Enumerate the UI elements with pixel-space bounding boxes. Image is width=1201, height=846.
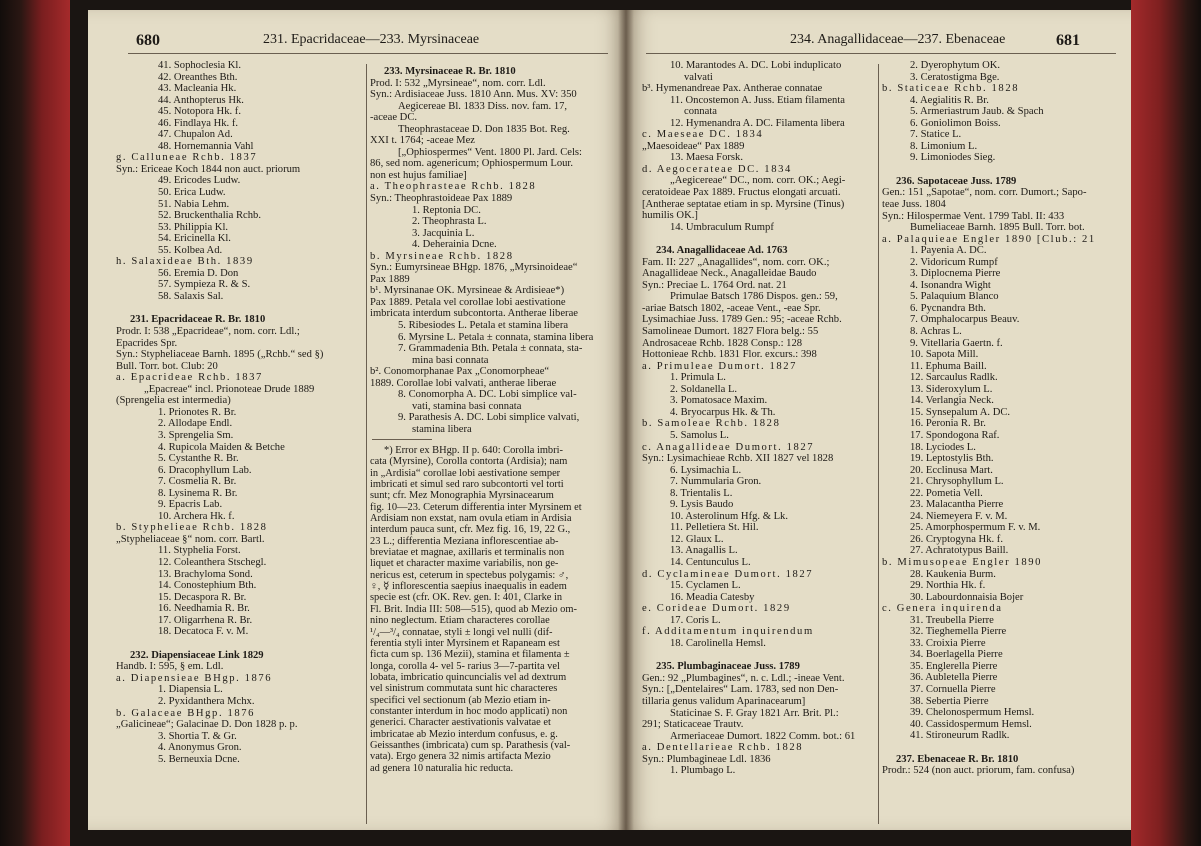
text-line: 11. Oncostemon A. Juss. Etiam filamenta — [670, 94, 845, 106]
text-line: Bull. Torr. bot. Club: 20 — [116, 360, 218, 372]
text-line: 10. Marantodes A. DC. Lobi induplicato — [670, 60, 842, 71]
text-line: 9. Limoniodes Sieg. — [910, 152, 996, 164]
text-line: 6. Pycnandra Bth. — [910, 302, 986, 314]
text-line: 28. Kaukenia Burm. — [910, 568, 996, 580]
text-line: stamina libera — [412, 423, 472, 435]
text-line: b³. Hymenandreae Pax. Antherae connatae — [642, 83, 823, 95]
text-line: d. Aegocerateae DC. 1834 — [642, 163, 792, 175]
text-line: 9. Lysis Baudo — [670, 499, 734, 511]
text-line: 2. Allodape Endl. — [158, 418, 233, 430]
text-line — [116, 638, 364, 644]
text-line: Samolineae Dumort. 1827 Flora belg.: 55 — [642, 326, 819, 338]
text-line: 49. Ericodes Ludw. — [158, 175, 241, 187]
text-line: 10. Archera Hk. f. — [158, 510, 235, 522]
text-line: constanter interdum in hoc modo applicati) non — [370, 705, 568, 717]
text-line: a. Dentellarieae Rchb. 1828 — [642, 742, 804, 754]
text-line: 5. Berneuxia Dcne. — [158, 753, 240, 765]
text-line: 26. Cryptogyna Hk. f. — [910, 533, 1003, 545]
text-line: 54. Ericinella Kl. — [158, 233, 231, 245]
text-line: b. Samoleae Rchb. 1828 — [642, 418, 781, 430]
text-line: 233. Myrsinaceae R. Br. 1810 — [384, 66, 516, 77]
text-line: 32. Tieghemella Pierre — [910, 626, 1007, 638]
text-line: 37. Cornuella Pierre — [910, 683, 996, 695]
text-line: 2. Dyerophytum OK. — [910, 60, 1001, 71]
text-line: 2. Pyxidanthera Mchx. — [158, 695, 255, 707]
text-line: 7. Cosmelia R. Br. — [158, 476, 237, 488]
text-line: 1889. Corollae lobi valvati, antherae liberae — [370, 377, 557, 389]
text-line: 1. Prionotes R. Br. — [158, 406, 237, 418]
text-line: Bumeliaceae Barnh. 1895 Bull. Torr. bot. — [910, 222, 1085, 234]
text-line: 22. Pometia Vell. — [910, 487, 983, 499]
right-column-1 — [642, 60, 878, 777]
text-line: a. Primuleae Dumort. 1827 — [642, 360, 798, 372]
text-line: 7. Nummularia Gron. — [670, 476, 762, 488]
text-line: 6. Lysimachia L. — [670, 464, 742, 476]
text-line: specie est (cfr. OK. Rev. gen. I: 401, Clarke in — [370, 592, 563, 604]
text-line: 12. Glaux L. — [670, 533, 724, 545]
text-line: 39. Chelonospermum Hemsl. — [910, 707, 1035, 719]
text-line: vel sinistrum commutata sunt hic characteres — [370, 683, 558, 695]
text-line: a. Epacrideae Rchb. 1837 — [116, 372, 263, 384]
text-line: Anagallideae Neck., Anagalleidae Baudo — [642, 268, 817, 280]
text-line: Syn.: Preciae L. 1764 Ord. nat. 21 — [642, 279, 787, 291]
text-line: 13. Anagallis L. — [670, 545, 738, 557]
text-line: 13. Maesa Forsk. — [670, 152, 743, 164]
text-line: ♀, ☿ inflorescentia saepius inaequalis in eadem — [370, 581, 567, 593]
text-line: 16. Peronia R. Br. — [910, 418, 986, 430]
text-line: 41. Sophoclesia Kl. — [158, 60, 241, 71]
text-line: b. Galaceae BHgp. 1876 — [116, 707, 256, 719]
text-line: 7. Statice L. — [910, 129, 962, 141]
text-line: 17. Coris L. — [670, 614, 721, 626]
text-line: Syn.: Lysimachieae Rchb. XII 1827 vel 1828 — [642, 453, 834, 465]
text-line: 21. Chrysophyllum L. — [910, 476, 1004, 488]
text-line: teae Juss. 1804 — [882, 199, 946, 211]
text-line: 4. Isonandra Wight — [910, 279, 991, 291]
text-line: connata — [684, 106, 717, 118]
text-line: specifici vel sectionum (ab Mezio etiam in- — [370, 694, 551, 706]
text-line: Fl. Brit. India III: 508—515), quod ab Mezio om- — [370, 603, 577, 615]
text-line: 36. Aubletella Pierre — [910, 672, 998, 684]
book-gutter — [618, 10, 634, 830]
text-line: 6. Myrsine L. Petala ± connata, stamina libera — [398, 331, 594, 343]
text-line: 4. Rupicola Maiden & Betche — [158, 441, 285, 453]
text-line: b². Conomorphanae Pax „Conomorpheae“ — [370, 366, 550, 378]
text-line: 2. Vidoricum Rumpf — [910, 256, 998, 268]
footnote-rule — [372, 439, 432, 440]
text-line: non est hujus familiae] — [370, 169, 467, 181]
text-line: b. Staticeae Rchb. 1828 — [882, 83, 1020, 95]
text-line: 237. Ebenaceae R. Br. 1810 — [896, 753, 1019, 765]
text-line: 7. Grammadenia Bth. Petala ± connata, sta- — [398, 343, 583, 355]
text-line: g. Calluneae Rchb. 1837 — [116, 152, 258, 164]
text-line: vati, stamina basi connata — [412, 400, 522, 412]
text-line: Syn.: Ericeae Koch 1844 non auct. priorum — [116, 163, 301, 175]
text-line: 55. Kolbea Ad. — [158, 244, 223, 256]
text-line: 8. Trientalis L. — [670, 487, 733, 499]
text-line: Syn.: Hilospermae Vent. 1799 Tabl. II: 433 — [882, 210, 1065, 222]
text-line: e. Corideae Dumort. 1829 — [642, 603, 791, 615]
text-line: 14. Conostephium Bth. — [158, 580, 257, 592]
page-number-left: 680 — [136, 32, 160, 49]
text-line: 10. Sapota Mill. — [910, 349, 979, 361]
text-line: 58. Salaxis Sal. — [158, 290, 224, 302]
text-line: Pax 1889 — [370, 273, 410, 285]
text-line: 42. Oreanthes Bth. — [158, 71, 238, 83]
text-line: Armeriaceae Dumort. 1822 Comm. bot.: 61 — [670, 730, 856, 742]
text-line: 2. Soldanella L. — [670, 383, 738, 395]
text-line: 232. Diapensiaceae Link 1829 — [130, 649, 264, 661]
text-line: b. Styphelieae Rchb. 1828 — [116, 522, 268, 534]
text-line: 16. Needhamia R. Br. — [158, 603, 250, 615]
text-line: 46. Findlaya Hk. f. — [158, 117, 239, 129]
text-line: 8. Conomorpha A. DC. Lobi simplice val- — [398, 389, 577, 401]
text-line: Prodr.: 524 (non auct. priorum, fam. confusa) — [882, 765, 1075, 777]
text-line: valvati — [684, 71, 713, 83]
text-line: fig. 10—23. Ceterum differentia inter Myrsinem et — [370, 501, 582, 513]
text-line: Pax 1889. Petala vel corollae lobi aestivatione — [370, 296, 566, 308]
text-line: vata). Ergo genera 32 nimis artifacta Mezio — [370, 751, 551, 763]
text-line: 15. Decaspora R. Br. — [158, 591, 247, 603]
text-line: Syn.: Theophrastoideae Pax 1889 — [370, 193, 513, 205]
text-line: 17. Spondogona Raf. — [910, 429, 1000, 441]
text-line: c. Genera inquirenda — [882, 603, 1003, 615]
text-line: generici. Character aestivationis valvatae et — [370, 717, 551, 729]
text-line: 11. Pelletiera St. Hil. — [670, 522, 759, 534]
text-line: Ardisiam non exstat, nam ovula etiam in Ardisia — [370, 513, 572, 525]
text-line: „Stypheliaceae §“ nom. corr. Bartl. — [116, 533, 265, 545]
text-line: tillaria genus validum Aparinacearum] — [642, 695, 806, 707]
left-column-1 — [116, 60, 364, 765]
text-line — [116, 302, 364, 308]
text-line: 291; Staticaceae Trautv. — [642, 719, 744, 731]
text-line: 16. Meadia Catesby — [670, 591, 755, 603]
text-line: 3. Pomatosace Maxim. — [670, 395, 768, 407]
text-line: 1. Primula L. — [670, 372, 726, 384]
text-line: Primulae Batsch 1786 Dispos. gen.: 59, — [670, 291, 838, 303]
text-line: 35. Englerella Pierre — [910, 660, 998, 672]
text-line: Androsaceae Rchb. 1828 Consp.: 128 — [642, 337, 803, 349]
text-line — [882, 742, 1122, 748]
text-line: 5. Ribesiodes L. Petala et stamina libera — [398, 320, 569, 332]
text-line: imbricati et simul sed raro subcontorti vel torti — [370, 479, 564, 491]
text-line: 14. Umbraculum Rumpf — [670, 221, 774, 233]
text-line: 5. Samolus L. — [670, 429, 729, 441]
text-line: 1. Payenia A. DC. — [910, 245, 987, 257]
text-line: Gen.: 92 „Plumbagines“, n. c. Ldl.; -ineae Vent. — [642, 672, 845, 684]
right-page — [626, 10, 1131, 830]
left-page — [88, 10, 626, 830]
text-line: 41. Stironeurum Radlk. — [910, 730, 1010, 742]
text-line: Gen.: 151 „Sapotae“, nom. corr. Dumort.; Sapo- — [882, 187, 1087, 199]
text-line: 53. Philippia Kl. — [158, 221, 229, 233]
text-line: cata (Myrsine), Corolla contorta (Ardisia); nam — [370, 456, 568, 468]
text-line: 231. Epacridaceae R. Br. 1810 — [130, 314, 266, 326]
text-line: ¹/₄—³/₄ connatae, styli ± longi vel nulli (dif- — [370, 626, 553, 638]
text-line: 5. Armeriastrum Jaub. & Spach — [910, 106, 1044, 118]
text-line: 10. Asterolinum Hfg. & Lk. — [670, 510, 788, 522]
text-line: ferentia styli inter Myrsinem et Rapaneam est — [370, 637, 560, 649]
text-line — [882, 164, 1122, 170]
text-line: in „Ardisia“ corollae lobi aestivatione semper — [370, 467, 561, 479]
text-line: Staticinae S. F. Gray 1821 Arr. Brit. Pl.: — [670, 707, 839, 719]
text-line: 30. Labourdonnaisia Bojer — [910, 591, 1024, 603]
text-line: 12. Coleanthera Stschegl. — [158, 556, 267, 568]
text-line: nericus est, ceterum in spectebus polygamis: ♂, — [370, 569, 569, 581]
text-line: 5. Palaquium Blanco — [910, 291, 999, 303]
text-line: f. Additamentum inquirendum — [642, 626, 814, 638]
text-line: 23 L.; differentia Meziana inflorescentiae ab- — [370, 535, 559, 547]
text-line: 18. Lyciodes L. — [910, 441, 976, 453]
left-column-2 — [370, 60, 614, 436]
text-line: 15. Cyclamen L. — [670, 580, 741, 592]
text-line: nino neglectum. Etiam characteres corollae — [370, 615, 550, 627]
text-line: 8. Lysinema R. Br. — [158, 487, 238, 499]
text-line — [642, 649, 878, 655]
text-line: 19. Leptostylis Bth. — [910, 453, 994, 465]
text-line: Syn.: [„Dentelaires“ Lam. 1783, sed non Den- — [642, 684, 839, 696]
text-line: 13. Sideroxylum L. — [910, 383, 993, 395]
text-line: Syn.: Ardisiaceae Juss. 1810 Ann. Mus. XV: 350 — [370, 89, 577, 101]
text-line: 11. Styphelia Forst. — [158, 545, 241, 557]
text-line: mina basi connata — [412, 354, 489, 366]
book-edge-left — [0, 0, 70, 846]
text-line: ficta cum sp. 136 Mezii), stamina et filamenta ± — [370, 649, 570, 661]
book-edge-right — [1131, 0, 1201, 846]
text-line: 7. Omphalocarpus Beauv. — [910, 314, 1020, 326]
page-number-right: 681 — [1056, 32, 1080, 49]
text-line: -ariae Batsch 1802, -aceae Vent., -eae Spr. — [642, 302, 821, 314]
text-line: [Antherae septatae etiam in sp. Myrsine (Tinus) — [642, 198, 845, 210]
text-line: 1. Reptonia DC. — [412, 204, 481, 216]
text-line: 18. Carolinella Hemsl. — [670, 637, 766, 649]
text-line: 12. Hymenandra A. DC. Filamenta libera — [670, 117, 845, 129]
text-line: 13. Brachyloma Sond. — [158, 568, 253, 580]
header-rule-left — [128, 53, 608, 54]
text-line: ceratoideae Pax 1889. Fructus elongati arcuati. — [642, 187, 841, 199]
text-line: 48. Hornemannia Vahl — [158, 140, 254, 152]
text-line: a. Diapensieae BHgp. 1876 — [116, 672, 273, 684]
text-line: [„Ophiospermes“ Vent. 1800 Pl. Jard. Cels: — [398, 146, 582, 158]
text-line: Syn.: Stypheliaceae Barnh. 1895 („Rchb.“ sed §) — [116, 349, 324, 361]
text-line: Epacrides Spr. — [116, 337, 178, 349]
text-line: 27. Achratotypus Baill. — [910, 545, 1009, 557]
text-line: ad genera 10 naturalia hic reducta. — [370, 762, 514, 774]
text-line: 24. Niemeyera F. v. M. — [910, 510, 1008, 522]
text-line: 3. Jacquinia L. — [412, 227, 475, 239]
text-line: 12. Sarcaulus Radlk. — [910, 372, 998, 384]
text-line: 3. Sprengelia Sm. — [158, 429, 234, 441]
text-line: 17. Oligarrhena R. Br. — [158, 614, 253, 626]
text-line: „Epacreae“ incl. Prionoteae Drude 1889 — [144, 383, 315, 395]
text-line: (Sprengelia est intermedia) — [116, 395, 231, 407]
text-line: Fam. II: 227 „Anagallides“, nom. corr. OK.; — [642, 256, 830, 268]
text-line: 1. Diapensia L. — [158, 684, 223, 696]
text-line: b. Mimusopeae Engler 1890 — [882, 556, 1043, 568]
text-line: a. Palaquieae Engler 1890 [Club.: 21 — [882, 233, 1096, 245]
text-line: 8. Achras L. — [910, 326, 962, 338]
text-line: 23. Malacantha Pierre — [910, 499, 1004, 511]
text-line: 18. Decatoca F. v. M. — [158, 626, 249, 638]
text-line: 5. Cystanthe R. Br. — [158, 453, 239, 465]
text-line: b¹. Myrsinanae OK. Myrsineae & Ardisieae*) — [370, 285, 565, 297]
text-line: b. Myrsineae Rchb. 1828 — [370, 250, 514, 262]
text-line: Syn.: Eumyrsineae BHgp. 1876, „Myrsinoideae“ — [370, 262, 578, 274]
text-line: Aegicereae Bl. 1833 Diss. nov. fam. 17, — [398, 100, 568, 112]
text-line: sunt; cfr. Mez Monographia Myrsinacearum — [370, 490, 554, 502]
text-line: 236. Sapotaceae Juss. 1789 — [896, 175, 1017, 187]
text-line — [642, 233, 878, 239]
text-line: Geissanthes (imbricata) cum sp. Parathesis (val- — [370, 739, 571, 751]
text-line: 45. Notopora Hk. f. — [158, 106, 241, 118]
text-line: 34. Boerlagella Pierre — [910, 649, 1003, 661]
text-line: 15. Synsepalum A. DC. — [910, 406, 1011, 418]
text-line: 8. Limonium L. — [910, 140, 978, 152]
text-line: 56. Eremia D. Don — [158, 267, 239, 279]
text-line: imbricata interdum subcontorta. Antherae liberae — [370, 308, 578, 320]
text-line: 47. Chupalon Ad. — [158, 129, 233, 141]
footnote — [370, 445, 614, 774]
text-line: 57. Sympieza R. & S. — [158, 279, 251, 291]
text-line: h. Salaxideae Bth. 1839 — [116, 256, 254, 268]
text-line: 33. Croixia Pierre — [910, 637, 986, 649]
text-line: 4. Anonymus Gron. — [158, 742, 242, 754]
column-divider-left — [366, 64, 367, 824]
text-line: humilis OK.] — [642, 210, 698, 222]
header-rule-right — [646, 53, 1116, 54]
text-line: Prod. I: 532 „Myrsineae“, nom. corr. Ldl. — [370, 77, 546, 89]
text-line: Lysimachiae Juss. 1789 Gen.: 95; -aceae Rchb. — [642, 314, 842, 326]
text-line: Theophrastaceae D. Don 1835 Bot. Reg. — [398, 123, 570, 135]
text-line: a. Theophrasteae Rchb. 1828 — [370, 181, 537, 193]
text-line: 9. Parathesis A. DC. Lobi simplice valvati, — [398, 412, 580, 424]
text-line: XXI t. 1764; -aceae Mez — [370, 135, 476, 147]
text-line: „Galicineae“; Galacinae D. Don 1828 p. p. — [116, 719, 298, 731]
text-line: 20. Ecclinusa Mart. — [910, 464, 993, 476]
column-divider-right — [878, 64, 879, 824]
text-line: Hottonieae Rchb. 1831 Flor. excurs.: 398 — [642, 349, 817, 361]
text-line: 86, sed nom. agenericum; Ophiospermum Lour. — [370, 158, 574, 170]
text-line: 40. Cassidospermum Hemsl. — [910, 718, 1032, 730]
text-line: 9. Vitellaria Gaertn. f. — [910, 337, 1003, 349]
text-line: Syn.: Plumbagineae Ldl. 1836 — [642, 753, 771, 765]
text-line: 3. Ceratostigma Bge. — [910, 71, 1000, 83]
text-line: 3. Shortia T. & Gr. — [158, 730, 237, 742]
text-line: 50. Erica Ludw. — [158, 187, 226, 199]
text-line: 6. Goniolimon Boiss. — [910, 117, 1001, 129]
text-line: 235. Plumbaginaceae Juss. 1789 — [656, 661, 800, 673]
text-line: 3. Diplocnema Pierre — [910, 268, 1001, 280]
text-line: lobata, imbricatio quincuncialis vel ad dextrum — [370, 671, 567, 683]
running-head-left: 231. Epacridaceae—233. Myrsinaceae — [263, 32, 480, 47]
text-line: Handb. I: 595, § em. Ldl. — [116, 661, 224, 673]
text-line: imbricatae ab Mezio interdum confusus, e. g. — [370, 728, 558, 740]
text-line: 44. Anthopterus Hk. — [158, 94, 244, 106]
text-line: 43. Macleania Hk. — [158, 83, 237, 95]
text-line: 14. Centunculus L. — [670, 556, 751, 568]
text-line: Prodr. I: 538 „Epacrideae“, nom. corr. Ldl.; — [116, 326, 300, 338]
text-line: c. Anagallideae Dumort. 1827 — [642, 441, 815, 453]
text-line: „Aegicereae“ DC., nom. corr. OK.; Aegi- — [670, 175, 846, 187]
text-line: interdum pauca sunt, cfr. Mez fig. 16, 19, 22 G., — [370, 524, 571, 536]
text-line: breviatae et magnae, axillaris et terminalis non — [370, 547, 565, 559]
text-line: 51. Nabia Lehm. — [158, 198, 230, 210]
text-line: 4. Deherainia Dcne. — [412, 239, 497, 251]
text-line: 4. Bryocarpus Hk. & Th. — [670, 406, 776, 418]
text-line: 234. Anagallidaceae Ad. 1763 — [656, 245, 788, 257]
text-line: liquet et character maxime variabilis, non ge- — [370, 558, 559, 570]
text-line: 31. Treubella Pierre — [910, 614, 994, 626]
right-column-2 — [882, 60, 1122, 777]
text-line: 29. Northia Hk. f. — [910, 580, 986, 592]
text-line: 25. Amorphospermum F. v. M. — [910, 522, 1041, 534]
text-line: 11. Ephuma Baill. — [910, 360, 987, 372]
text-line: 1. Plumbago L. — [670, 765, 736, 777]
text-line: 6. Dracophyllum Lab. — [158, 464, 252, 476]
text-line: -aceae DC. — [370, 112, 418, 124]
text-line: „Maesoideae“ Pax 1889 — [642, 140, 745, 152]
text-line: 2. Theophrasta L. — [412, 216, 487, 228]
text-line: 14. Verlangia Neck. — [910, 395, 994, 407]
text-line: 9. Epacris Lab. — [158, 499, 223, 511]
running-head-right: 234. Anagallidaceae—237. Ebenaceae — [790, 32, 1006, 47]
text-line: c. Maeseae DC. 1834 — [642, 129, 764, 141]
text-line: 38. Sebertia Pierre — [910, 695, 989, 707]
text-line: *) Error ex BHgp. II p. 640: Corolla imbri- — [384, 445, 563, 456]
text-line: d. Cyclamineae Dumort. 1827 — [642, 568, 814, 580]
text-line: 52. Bruckenthalia Rchb. — [158, 210, 261, 222]
text-line: longa, corolla 4- vel 5- rarius 3—7-partita vel — [370, 660, 560, 672]
text-line: 4. Aegialitis R. Br. — [910, 94, 989, 106]
